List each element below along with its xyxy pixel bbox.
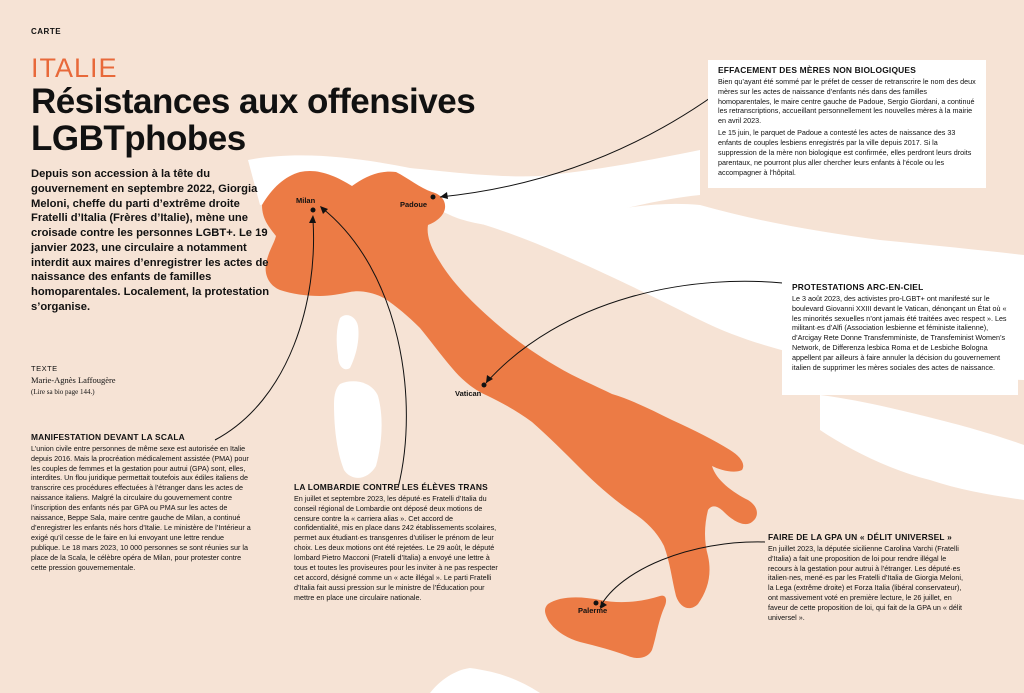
box-effacement	[708, 60, 986, 188]
greece-land	[820, 395, 1024, 500]
city-dot-milan	[311, 208, 316, 213]
credit-label: TEXTE	[31, 364, 58, 373]
box-gpa-title: FAIRE DE LA GPA UN « DÉLIT UNIVERSEL »	[768, 532, 952, 542]
box-scala	[31, 433, 253, 575]
city-dot-padoue	[431, 195, 436, 200]
box-protestations-text: Le 3 août 2023, des activistes pro-LGBT+ ont manifesté sur le boulevard Giovanni XXIII devant le Vatican, dénonçant un État où « les minorités sexuelles n’ont jamais été traitées avec respect ». Les militant·es d’Alfi (Association lesbienne et féministe italienne), d’Arcigay Rete Donne Transfemministe, de Transfeminist Women’s Network, de Differenza lesbica Roma et de Lesbiche Bologna appellent par ailleurs à faire annuler la décision du gouvernement italien de supprimer les mères sociales des actes de naissance.	[792, 293, 1007, 373]
box-effacement-text-1: Bien qu’ayant été sommé par le préfet de cesser de retranscrire le nom des deux mères sur les actes de naissance d’enfants nés dans des familles homoparentales, le maire centre gauche de Padoue, Sergio Giordani, a continué les retranscriptions, accueillant personnellement les nouvelles mères à la mairie en avril 2023.	[718, 76, 976, 126]
box-gpa-text: En juillet 2023, la députée sicilienne Carolina Varchi (Fratelli d’Italia) a fait une proposition de loi pour rendre illégal le recours à la gestation pour autrui à l’étranger. Les député·es italien·nes, mené·es par les Fratelli d’Italia de Giorgia Meloni, la Lega (extrême droite) et Forza Italia (libéral conservateur), ont massivement voté en première lecture, le 26 juillet, en faveur de cette proposition de loi, qui fait de la GPA un « délit universel ».	[768, 543, 963, 623]
sardinia-island	[334, 381, 382, 478]
box-protestations	[782, 277, 1018, 395]
city-label-vatican: Vatican	[455, 389, 482, 398]
box-lombardie-text: En juillet et septembre 2023, les député·es Fratelli d’Italia du conseil régional de Lombardie ont déposé deux motions de censure contre la « carriera alias ». Cet accord de confidentialité, mis en place dans 242 établissements scolaires, permet aux étudiant·es transgenres d’utiliser le prénom de leur choix. Les deux motions ont été rejetées. Le 29 août, le député lombard Pietro Macconi (Fratelli d’Italia) a envoyé une lettre à tous et toutes les proviseures pour les inviter à ne pas respecter cet accord, désigné comme un « acte illégal ». Le parti Fratelli d’Italia fait aussi pression sur le ministre de l’Éducation pour mettre en place une circulaire nationale.	[294, 493, 498, 603]
box-protestations-title: PROTESTATIONS ARC-EN-CIEL	[792, 282, 924, 292]
author-bio-note: (Lire sa bio page 144.)	[31, 388, 95, 396]
corsica-island	[337, 315, 359, 369]
city-label-milan: Milan	[296, 196, 316, 205]
tunisia-land	[430, 668, 540, 693]
box-scala-text: L’union civile entre personnes de même sexe est autorisée en Italie depuis 2016. Mais la procréation médicalement assistée (PMA) pour les couples de femmes et la gestation pour autrui (GPA) sont, elles, interdites. Un flou juridique permettait toutefois aux édiles italiens de transcrire ces procédures effectuées à l’étranger dans les actes de naissance italiens. Malgré la circulaire du gouvernement contre l’inscription des enfants nés par GPA ou PMA sur les actes de naissance, Beppe Sala, maire centre gauche de Milan, a continué d’enregistrer les enfants nés hors d’Italie. Le ministère de l’Intérieur a exigé qu’il cesse de le faire en lui envoyant une lettre rendue publique. Le 18 mars 2023, 10 000 personnes se sont réunies sur la place de la Scala, le célèbre opéra de Milan, pour protester contre cette pression gouvernementale.	[31, 443, 251, 572]
box-effacement-text-2: Le 15 juin, le parquet de Padoue a contesté les actes de naissance des 33 enfants de couples lesbiens enregistrés par la ville depuis 2017. Si la suppression de la mère non biologique est confirmée, elles perdront leurs droits parentaux, ne pourront plus aller chercher leurs enfants à l’école ou les accompagner à l’hôpital.	[718, 128, 972, 178]
box-scala-title: MANIFESTATION DEVANT LA SCALA	[31, 432, 185, 442]
page-title: Résistances aux offensives LGBTphobes	[31, 82, 476, 158]
author-name: Marie-Agnès Laffougère	[31, 375, 116, 385]
box-effacement-title: EFFACEMENT DES MÈRES NON BIOLOGIQUES	[718, 65, 916, 75]
city-dot-vatican	[482, 383, 487, 388]
section-label: CARTE	[31, 27, 62, 36]
city-dot-palerme	[594, 601, 599, 606]
city-label-padoue: Padoue	[400, 200, 428, 209]
lead-paragraph: Depuis son accession à la tête du gouvernement en septembre 2022, Giorgia Meloni, cheffe du parti d’extrême droite Fratelli d’Italia (Frères d’Italie), mène une croisade contre les personnes LGBT+. Le 19 janvier 2023, une circulaire a notamment interdit aux maires d’enregistrer les actes de naissance des enfants de familles homoparentales. Localement, la protestation s’organise.	[31, 168, 270, 314]
kicker: ITALIE	[31, 53, 118, 83]
box-lombardie	[294, 483, 498, 605]
city-label-palerme: Palerme	[578, 606, 608, 615]
box-gpa	[768, 533, 964, 625]
box-lombardie-title: LA LOMBARDIE CONTRE LES ÉLÈVES TRANS	[294, 482, 488, 492]
